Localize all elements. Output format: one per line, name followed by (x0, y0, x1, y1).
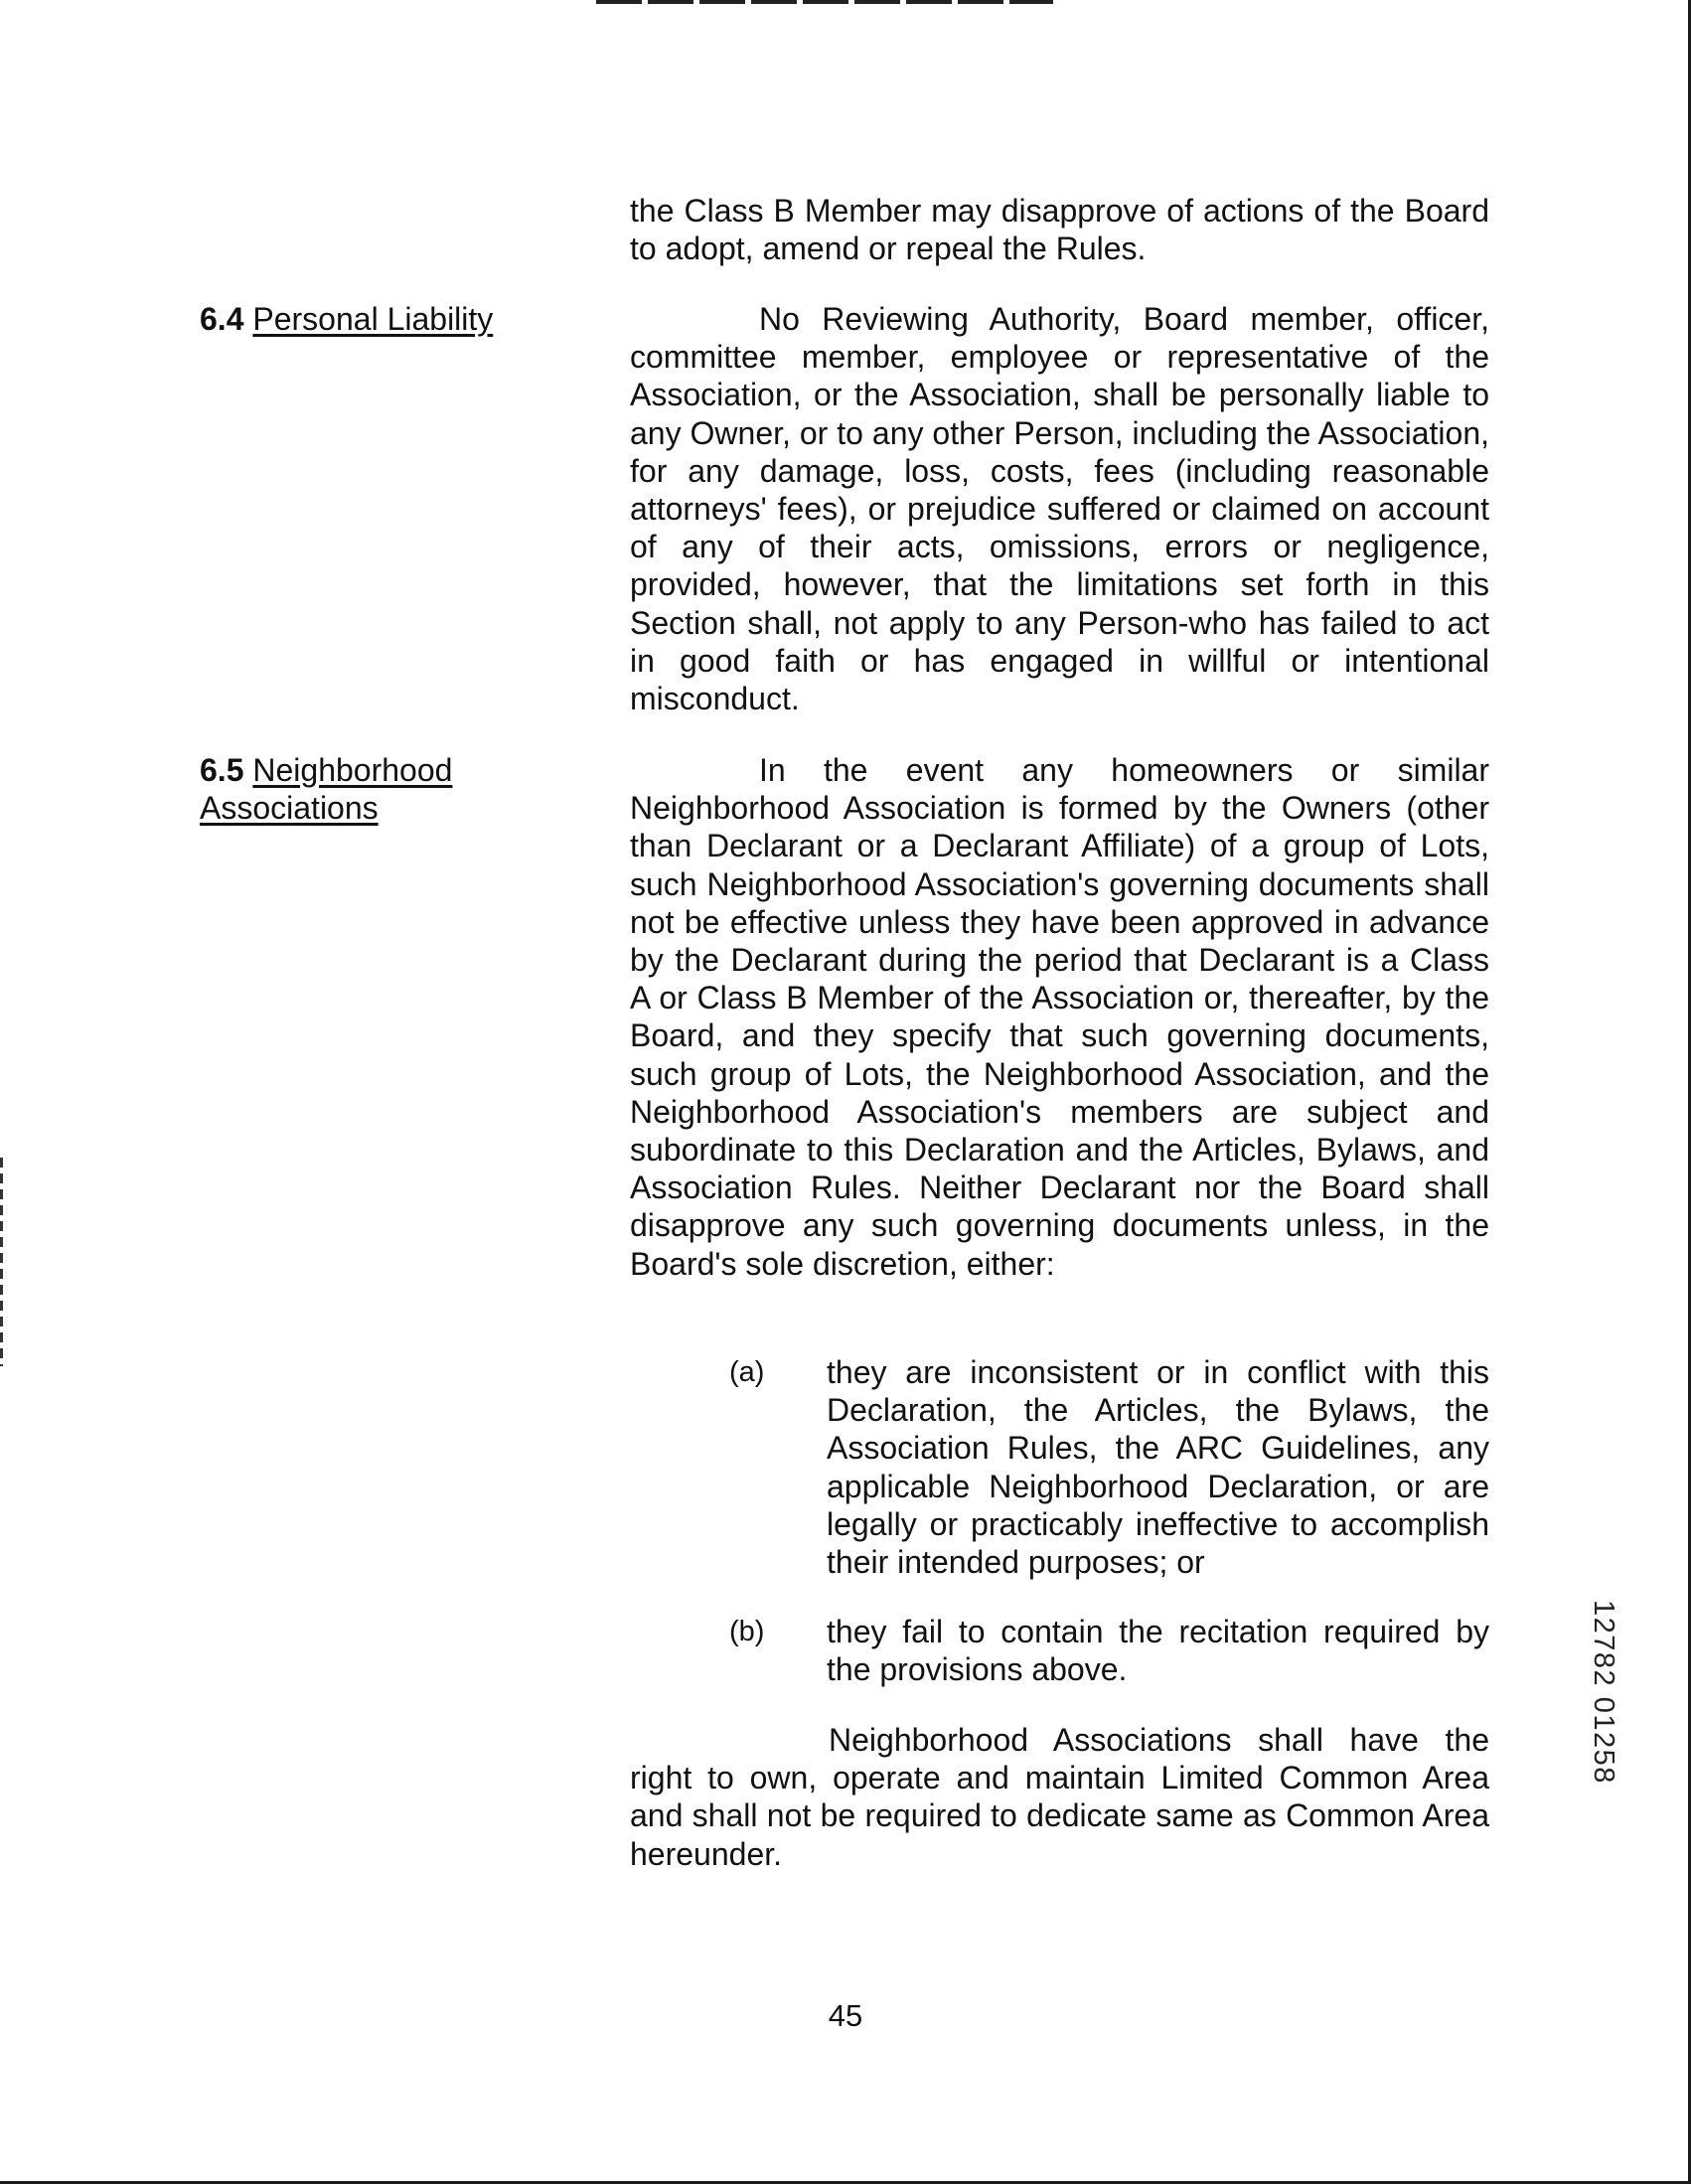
list-item-text-b: they fail to contain the recitation required by the provisions above. (827, 1614, 1489, 1688)
continued-paragraph: the Class B Member may disapprove of actions of the Board to adopt, amend or repeal the Rules. (630, 193, 1489, 267)
section-title: Personal Liability (252, 301, 494, 337)
page-number: 45 (828, 1998, 863, 2033)
scan-edge-mark (596, 0, 1053, 4)
margin-recording-text: 12782 01258 (1588, 1600, 1619, 1785)
section-title-line-2: Associations (200, 790, 379, 826)
section-heading-6-4 (200, 300, 493, 338)
section-title-line-1: Neighborhood (252, 752, 453, 788)
section-number: 6.5 (200, 752, 244, 788)
section-6-4-paragraph: No Reviewing Authority, Board member, officer, committee member, employee or representative of the Association, or the Association, shall be personally liable to any Owner, or to any other Person, including the Association, for any damage, loss, costs, fees (including reasonable attorneys' fees), or prejudice suffered or claimed on account of any of their acts, omissions, errors or negligence, provided, however, that the limitations set forth in this Section shall, not apply to any Person-who has failed to act in good faith or has engaged in willful or intentional misconduct. (630, 301, 1489, 717)
section-number: 6.4 (200, 301, 244, 337)
margin-recording-number (1583, 1600, 1622, 1878)
section-6-5-paragraph: In the event any homeowners or similar Neighborhood Association is formed by the Owners (other than Declarant or a Declarant Affiliate) of a group of Lots, such Neighborhood Association's governing documents shall not be effective unless they have been approved in advance by the Declarant during the period that Declarant is a Class A or Class B Member of the Association or, thereafter, by the Board, and they specify that such governing documents, such group of Lots, the Neighborhood Association, and the Neighborhood Association's members are subject and subordinate to this Declaration and the Articles, Bylaws, and Association Rules. Neither Declarant nor the Board shall disapprove any such governing documents unless, in the Board's sole discretion, either: (630, 752, 1489, 1282)
list-item-text-a: they are inconsistent or in conflict with this Declaration, the Articles, the Bylaws, the Association Rules, the ARC Guidelines, any applicable Neighborhood Declaration, or are legally or practicably ineffective to accomplish their intended purposes; or (827, 1354, 1489, 1581)
section-heading-6-5 (200, 751, 452, 827)
scan-edge-mark-left (0, 1158, 3, 1366)
list-item-label-a: (a) (729, 1356, 765, 1388)
list-item-label-b: (b) (729, 1616, 765, 1647)
closing-paragraph: Neighborhood Associations shall have the right to own, operate and maintain Limited Common Area and shall not be required to dedicate same as Common Area hereunder. (630, 1722, 1489, 1872)
